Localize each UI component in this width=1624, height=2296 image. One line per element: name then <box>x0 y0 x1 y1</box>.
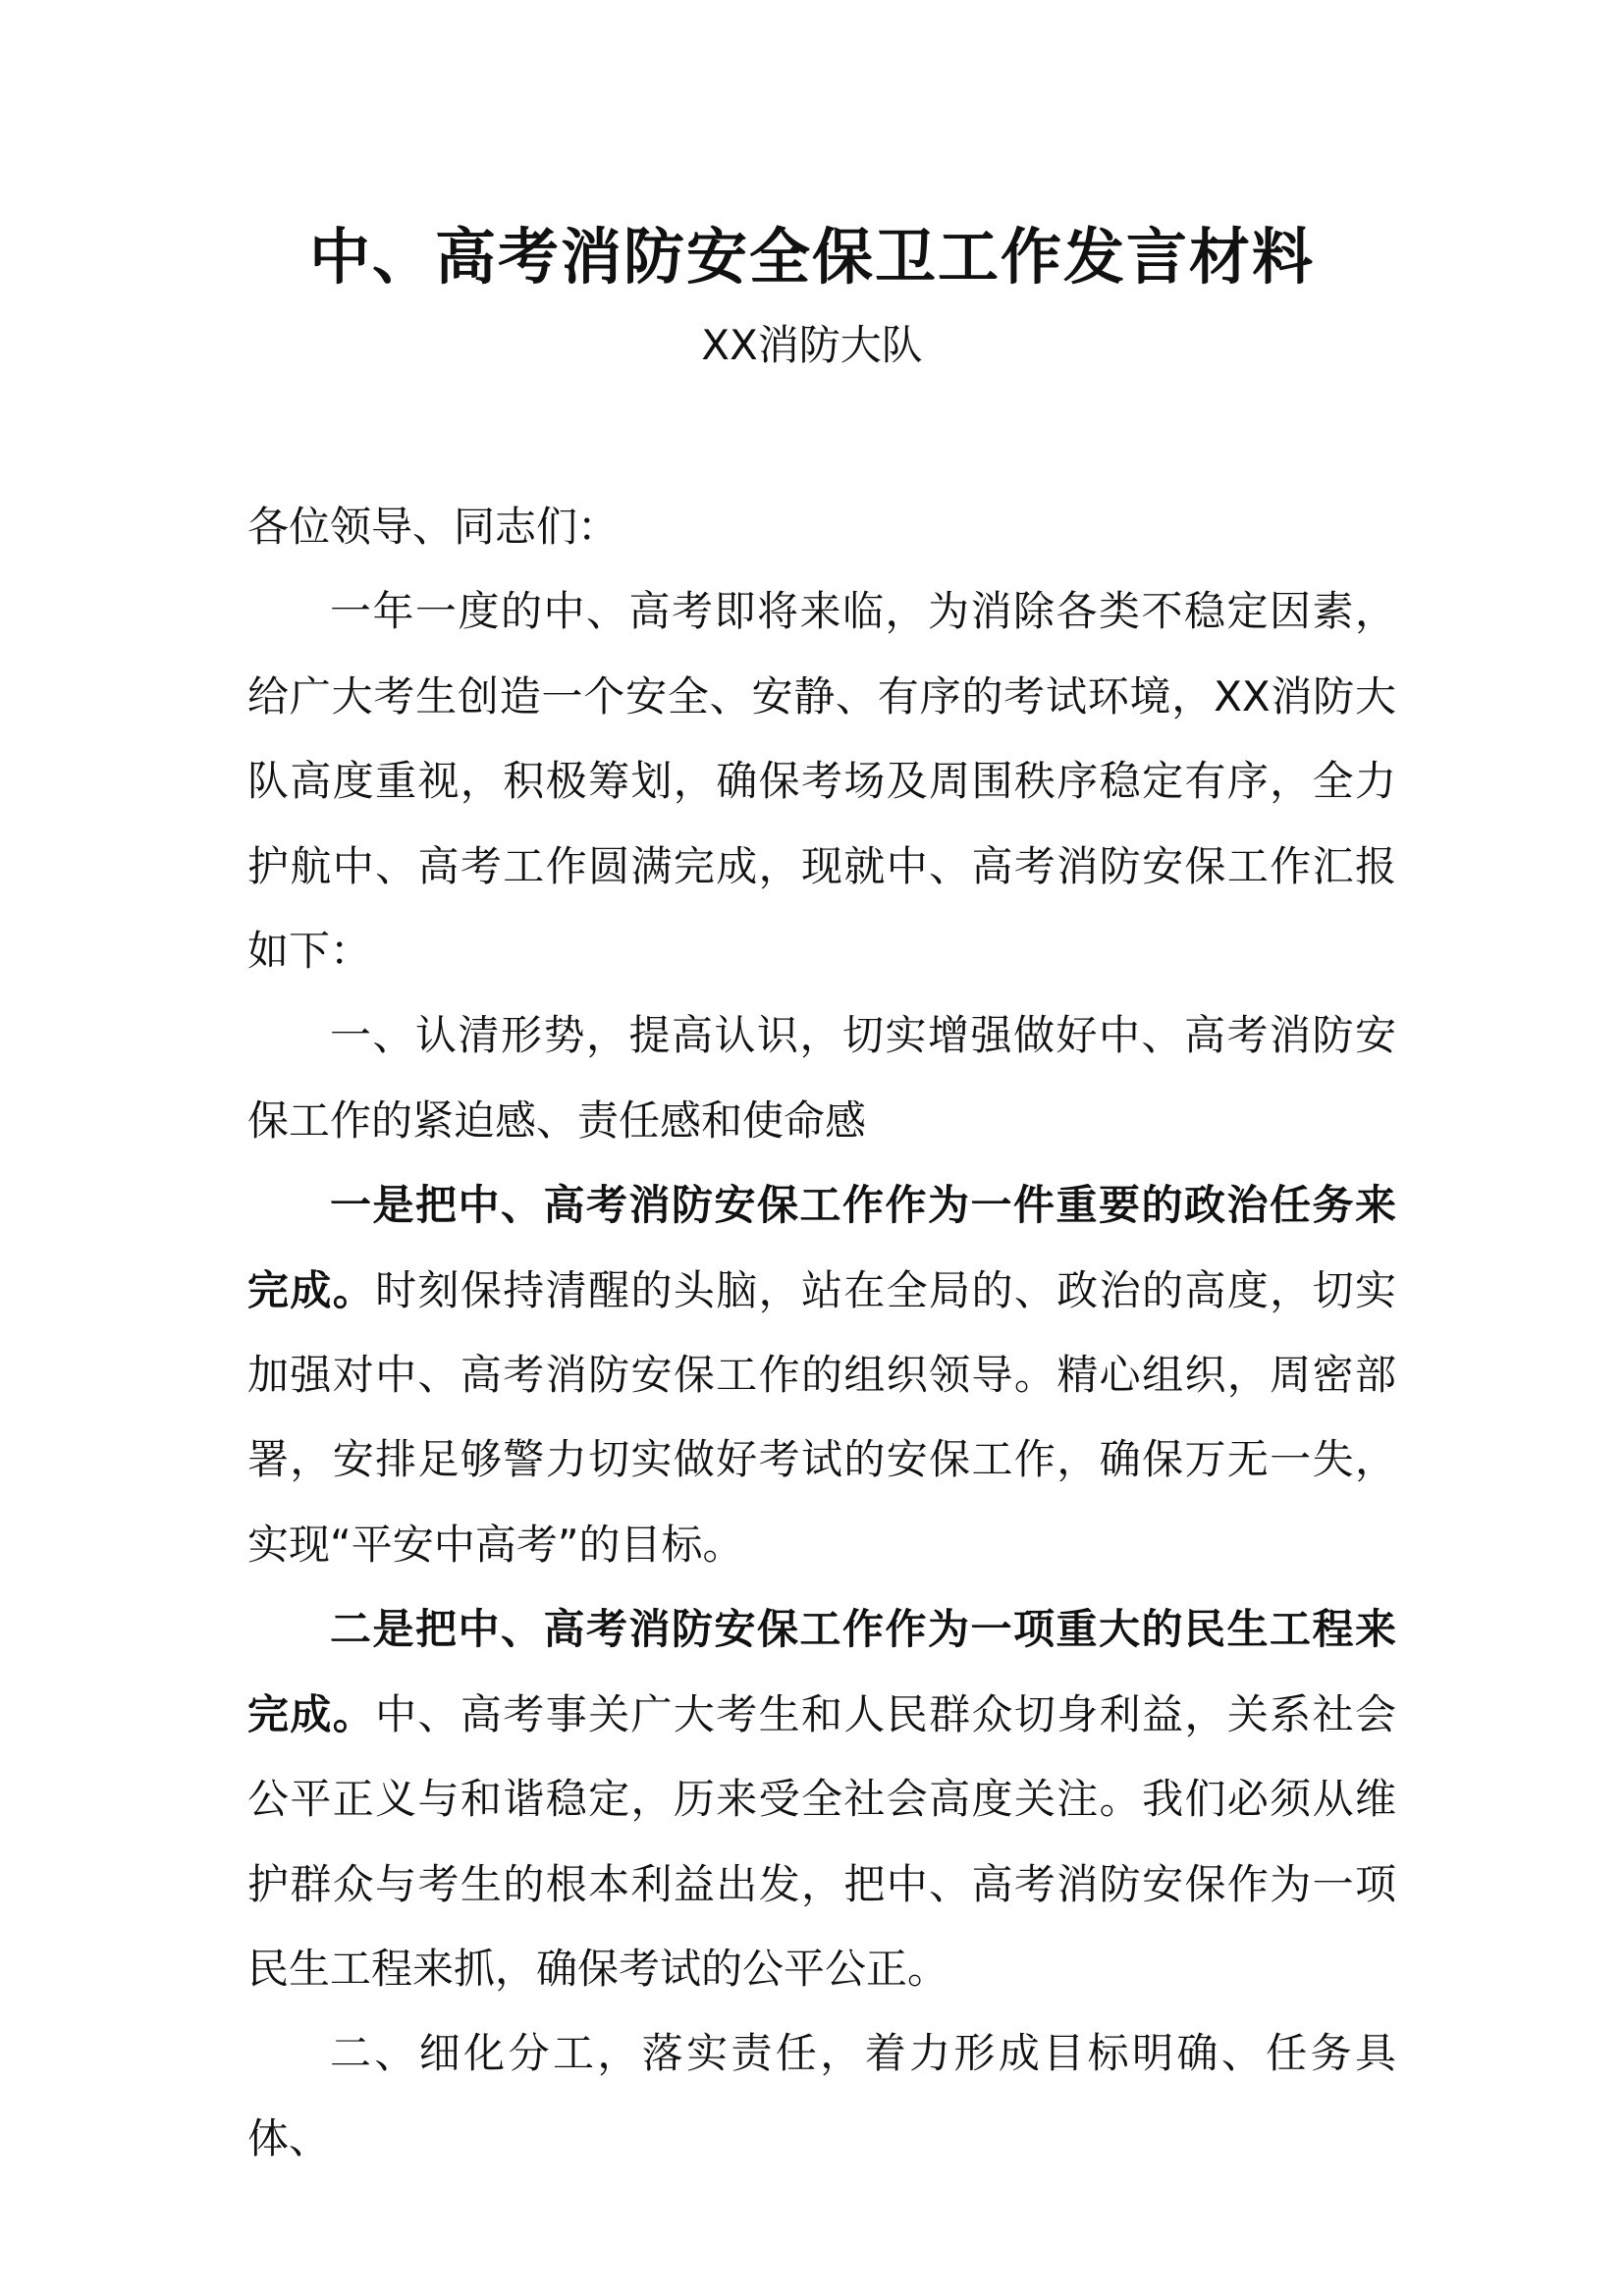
point-2-paragraph <box>247 1587 1396 2011</box>
section-2-heading: 二、细化分工，落实责任，着力形成目标明确、任务具体、 <box>247 2029 1396 2163</box>
point-2-lead: 二是把中、高考消防安保工作作为一项重大的民生工程来完成。 <box>247 1605 1396 1738</box>
point-1-text: 时刻保持清醒的头脑，站在全局的、政治的高度，切实加强对中、高考消防安保工作的组织领导。精心组织，周密部署，安排足够警力切实做好考试的安保工作，确保万无一失，实现“平安中高考”的目标。 <box>247 1265 1396 1569</box>
document-subtitle: XX消防大队 <box>701 321 923 369</box>
salutation: 各位领导、同志们： <box>247 503 620 551</box>
intro-paragraph: 一年一度的中、高考即将来临，为消除各类不稳定因素，给广大考生创造一个安全、安静、有序的考试环境，XX消防大队高度重视，积极筹划，确保考场及周围秩序稳定有序，全力护航中、高考工作圆满完成，现就中、高考消防安保工作汇报如下： <box>247 587 1396 976</box>
point-2-text: 中、高考事关广大考生和人民群众切身利益，关系社会公平正义与和谐稳定，历来受全社会高度关注。我们必须从维护群众与考生的根本利益出发，把中、高考消防安保作为一项民生工程来抓，确保考试的公平公正。 <box>247 1689 1396 1993</box>
point-1-paragraph <box>247 1163 1396 1587</box>
document-body <box>247 485 1396 2181</box>
point-1-lead: 一是把中、高考消防安保工作作为一件重要的政治任务来完成。 <box>247 1181 1396 1314</box>
document-title: 中、高考消防安全保卫工作发言材料 <box>308 221 1315 293</box>
section-1-heading: 一、认清形势，提高认识，切实增强做好中、高考消防安保工作的紧迫感、责任感和使命感 <box>247 1011 1396 1145</box>
